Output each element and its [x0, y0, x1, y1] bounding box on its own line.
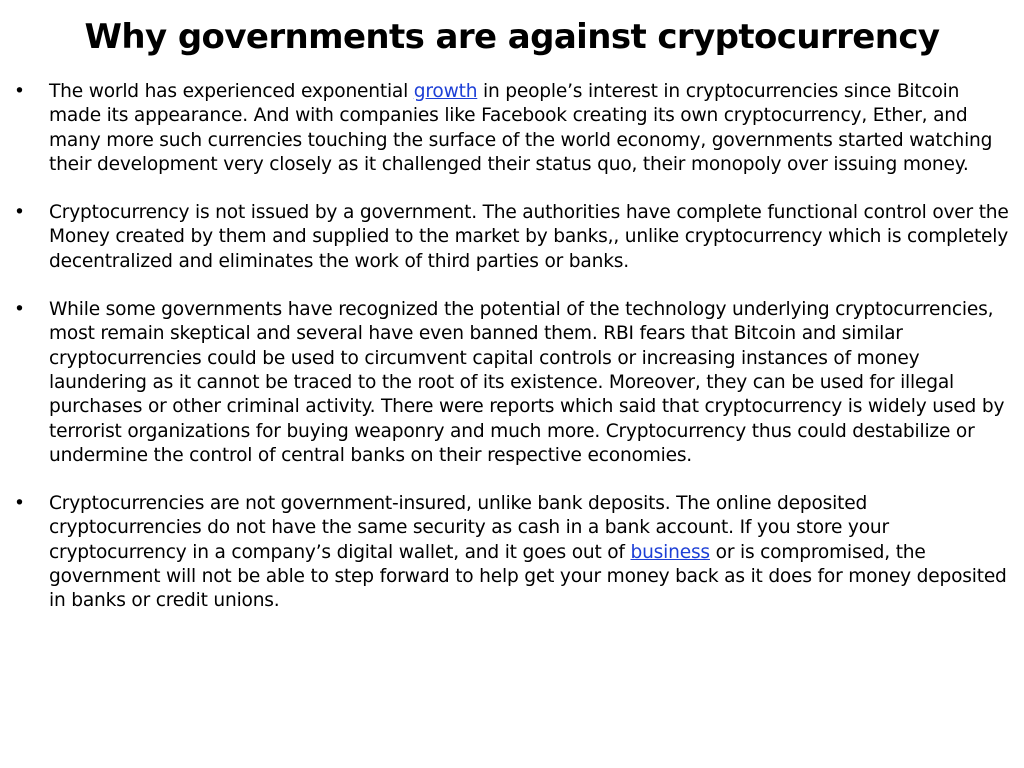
- bullet-text-before-link: Cryptocurrencies are not government-insured, unlike bank deposits. The online deposited cryptocurrencies do not have the same security as cash in a bank account. If you store your cryptocurrency in a company’s digital wallet, and it goes out of: [49, 493, 889, 563]
- bullet-item-4: [14, 492, 1014, 613]
- bullet-item-3: [14, 298, 1014, 468]
- bullet-item-2: [14, 201, 1014, 274]
- slide-title: Why governments are against cryptocurrency: [84, 17, 940, 57]
- bullet-icon: •: [14, 202, 25, 224]
- bullet-icon: •: [14, 493, 25, 515]
- business-link[interactable]: business: [630, 541, 710, 563]
- bullet-text: While some governments have recognized the potential of the technology underlying cryptocurrencies, most remain skeptical and several have even banned them. RBI fears that Bitcoin and similar cryptocurrencies could be used to circumvent capital controls or increasing instances of money laundering as it cannot be traced to the root of its existence. Moreover, they can be used for illegal purchases or other criminal activity. There were reports which said that cryptocurrency is widely used by terrorist organizations for buying weaponry and much more. Cryptocurrency thus could destabilize or undermine the control of central banks on their respective economies.: [49, 299, 1005, 466]
- bullet-icon: •: [14, 81, 25, 102]
- bullet-item-1: [14, 80, 1014, 177]
- bullet-text: Cryptocurrency is not issued by a government. The authorities have complete functional control over the Money created by them and supplied to the market by banks,, unlike cryptocurrency which is completely decentralized and eliminates the work of third parties or banks.: [49, 202, 1009, 272]
- bullet-text-after-link: in people’s interest in cryptocurrencies since Bitcoin made its appearance. And with companies like Facebook creating its own cryptocurrency, Ether, and many more such currencies touching the surface of the world economy, governments started watching their development very closely as it challenged their status quo, their monopoly over issuing money.: [49, 81, 993, 175]
- bullet-text-after-link: or is compromised, the government will not be able to step forward to help get your money back as it does for money deposited in banks or credit unions.: [49, 541, 1007, 612]
- bullet-icon: •: [14, 299, 25, 321]
- bullet-list: [14, 80, 1014, 638]
- bullet-text-before-link: The world has experienced exponential: [49, 81, 414, 102]
- growth-link[interactable]: growth: [413, 81, 478, 102]
